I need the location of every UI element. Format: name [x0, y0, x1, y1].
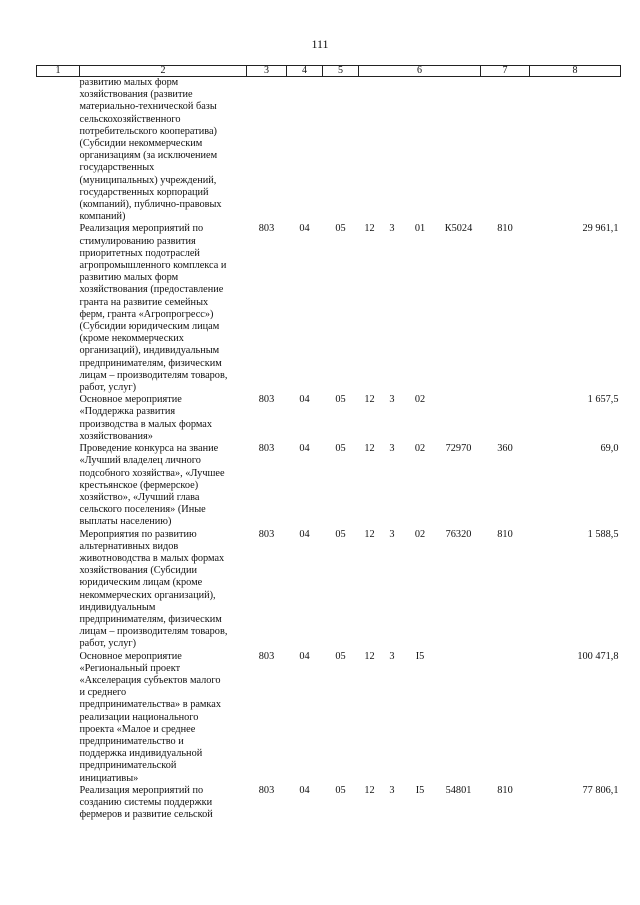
- row-activity-code: I5: [415, 784, 425, 796]
- table-row: [37, 443, 621, 528]
- row-subsection-code: 05: [335, 223, 346, 235]
- row-program-code: 12: [364, 443, 375, 455]
- budget-table: [36, 65, 621, 821]
- header-cell-2: 2: [80, 66, 247, 77]
- table-row: [37, 77, 621, 224]
- row-subprogram-code: 3: [389, 650, 395, 662]
- header-cell-6: 6: [359, 66, 481, 77]
- row-program-code: [359, 77, 381, 224]
- table-row: [37, 785, 621, 822]
- row-subprogram-code: 3: [389, 394, 395, 406]
- header-cell-3: 3: [247, 66, 287, 77]
- row-program-code: 12: [364, 650, 375, 662]
- row-expense-type-code: 810: [497, 784, 513, 796]
- row-subprogram-code: 3: [389, 223, 395, 235]
- row-amount: 1 588,5: [587, 528, 619, 540]
- row-activity-code: 02: [414, 528, 426, 540]
- row-name-cell: Основное мероприятие «Поддержка развития производства в малых формах хозяйствования»: [79, 394, 213, 442]
- row-direction-code: 76320: [445, 528, 472, 540]
- row-name-cell: Реализация мероприятий по созданию системы поддержки фермеров и развитие сельской: [79, 784, 213, 821]
- row-ministry-code: 803: [258, 443, 275, 455]
- table-header-row: [37, 66, 621, 77]
- row-name-cell: Реализация мероприятий по стимулированию развития приоритетных подотраслей агропромышленного комплекса и развитию малых форм хозяйствования (предоставление гранта на развитие семейных ферм, гранта «Агропрогресс») (Субсидии юридическим лицам (кроме некоммерческих организаций), индивидуальным предпринимателям, физическим лицам – производителям товаров, работ, услуг): [79, 223, 228, 394]
- table-row: [37, 651, 621, 785]
- row-direction-code: 54801: [445, 784, 472, 796]
- header-cell-1: 1: [37, 66, 80, 77]
- row-direction-code: К5024: [444, 223, 473, 235]
- table-row: [37, 529, 621, 651]
- row-amount: 69,0: [600, 443, 619, 455]
- row-name-cell: Проведение конкурса на звание «Лучший владелец личного подсобного хозяйства», «Лучшее крестьянское (фермерское) хозяйство», «Лучший глава сельского поселения» (Иные выплаты населению): [79, 443, 225, 528]
- row-subprogram-code: [381, 77, 404, 224]
- row-amount: 1 657,5: [587, 394, 619, 406]
- row-section-code: [287, 77, 323, 224]
- row-section-code: 04: [299, 394, 310, 406]
- header-cell-7: 7: [481, 66, 530, 77]
- row-section-code: 04: [299, 650, 310, 662]
- row-program-code: 12: [364, 394, 375, 406]
- row-amount: 77 806,1: [582, 784, 619, 796]
- row-name-cell: развитию малых форм хозяйствования (развитие материально-технической базы сельскохозяйственного потребительского кооператива) (Субсидии некоммерческим организациям (за исключением государственных (муниципальных) учреждений, государственных корпораций (компаний), публично-правовых компаний): [79, 77, 222, 223]
- row-ministry-code: 803: [258, 650, 275, 662]
- row-subsection-code: 05: [335, 650, 346, 662]
- row-subsection-code: 05: [335, 784, 346, 796]
- page-number: 111: [311, 37, 329, 51]
- row-expense-type-code: [481, 77, 530, 224]
- row-activity-code: 02: [414, 443, 426, 455]
- row-section-code: 04: [299, 528, 310, 540]
- row-name-cell: Мероприятия по развитию альтернативных видов животноводства в малых формах хозяйствования (Субсидии юридическим лицам (кроме некоммерческих организаций), индивидуальным предпринимателям, физическим лицам – производителям товаров, работ, услуг): [79, 528, 228, 650]
- row-ministry-code: 803: [258, 784, 275, 796]
- table-body: [37, 77, 621, 822]
- header-cell-8: 8: [530, 66, 621, 77]
- row-subsection-code: 05: [335, 443, 346, 455]
- row-amount: 100 471,8: [577, 650, 619, 662]
- row-subprogram-code: 3: [389, 784, 395, 796]
- row-section-code: 04: [299, 223, 310, 235]
- row-expense-type-code: [481, 651, 530, 785]
- row-expense-type-code: 810: [497, 528, 513, 540]
- row-subsection-code: [323, 77, 359, 224]
- header-cell-4: 4: [287, 66, 323, 77]
- row-subsection-code: 05: [335, 528, 346, 540]
- row-ministry-code: 803: [258, 528, 275, 540]
- row-expense-type-code: 360: [497, 443, 513, 455]
- row-activity-code: 02: [414, 394, 426, 406]
- row-subprogram-code: 3: [389, 443, 395, 455]
- row-activity-code: I5: [415, 650, 425, 662]
- row-subsection-code: 05: [335, 394, 346, 406]
- row-name-cell: Основное мероприятие «Региональный проект «Акселерация субъектов малого и среднего предпринимательства» в рамках реализации национального проекта «Малое и среднее предпринимательство и поддержка индивидуальной предпринимательской инициативы»: [79, 650, 222, 784]
- row-ministry-code: [247, 77, 287, 224]
- row-program-code: 12: [364, 784, 375, 796]
- row-activity-code: 01: [414, 223, 426, 235]
- row-section-code: 04: [299, 443, 310, 455]
- table-row: [37, 394, 621, 443]
- row-amount: [530, 77, 621, 224]
- row-section-code: 04: [299, 784, 310, 796]
- header-cell-5: 5: [323, 66, 359, 77]
- row-ministry-code: 803: [258, 223, 275, 235]
- row-program-code: 12: [364, 223, 375, 235]
- row-direction-code: 72970: [445, 443, 472, 455]
- table-row: [37, 223, 621, 394]
- row-expense-type-code: [481, 394, 530, 443]
- row-expense-type-code: 810: [497, 223, 513, 235]
- row-amount: 29 961,1: [582, 223, 619, 235]
- row-ministry-code: 803: [258, 394, 275, 406]
- row-direction-code: [437, 394, 481, 443]
- row-direction-code: [437, 651, 481, 785]
- row-activity-code: [404, 77, 437, 224]
- row-direction-code: [437, 77, 481, 224]
- row-subprogram-code: 3: [389, 528, 395, 540]
- row-program-code: 12: [364, 528, 375, 540]
